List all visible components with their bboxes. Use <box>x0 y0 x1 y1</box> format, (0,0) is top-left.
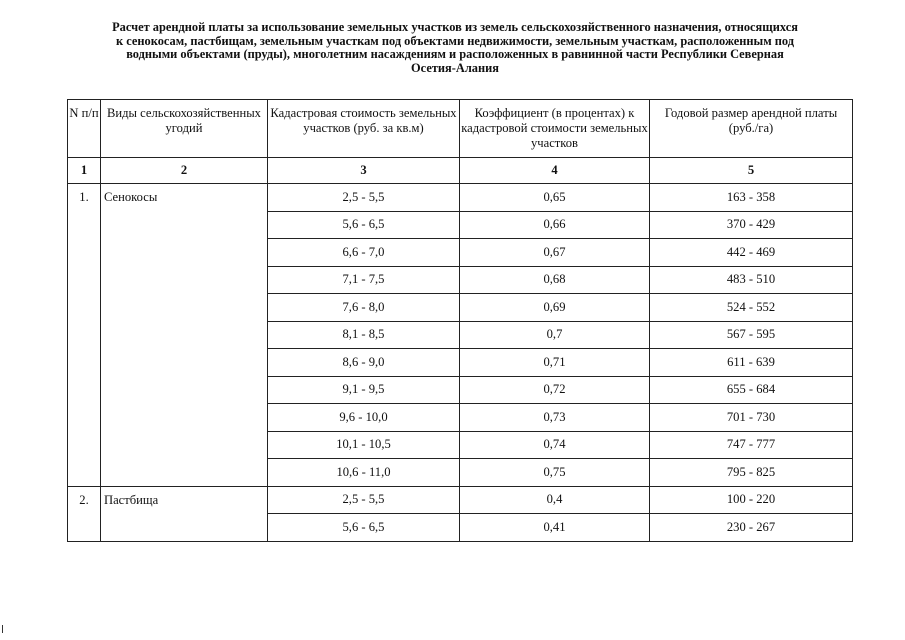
land-type: Сенокосы <box>101 184 268 487</box>
cadastral-cost-cell: 10,1 - 10,5 <box>268 431 460 459</box>
header-cadastral-cost: Кадастровая стоимость земельных участков (руб. за кв.м) <box>268 100 460 158</box>
coefficient-cell: 0,69 <box>460 294 650 322</box>
cadastral-cost-cell: 7,1 - 7,5 <box>268 266 460 294</box>
coefficient-cell: 0,74 <box>460 431 650 459</box>
document-title <box>60 21 850 75</box>
cadastral-cost-cell: 10,6 - 11,0 <box>268 459 460 487</box>
coefficient-cell: 0,65 <box>460 184 650 212</box>
coefficient-cell: 0,71 <box>460 349 650 377</box>
cadastral-cost-cell: 9,1 - 9,5 <box>268 376 460 404</box>
cadastral-cost-cell: 5,6 - 6,5 <box>268 211 460 239</box>
header-coefficient: Коэффициент (в процентах) к кадастровой стоимости земельных участков <box>460 100 650 158</box>
scan-margin-mark <box>2 625 3 633</box>
annual-rent-cell: 524 - 552 <box>650 294 853 322</box>
table-row <box>68 486 853 514</box>
title-line: к сенокосам, пастбищам, земельным участкам под объектами недвижимости, земельным участкам, расположенным под <box>116 33 794 48</box>
coefficient-cell: 0,66 <box>460 211 650 239</box>
coefficient-cell: 0,73 <box>460 404 650 432</box>
header-number: N п/п <box>68 100 101 158</box>
coefficient-cell: 0,68 <box>460 266 650 294</box>
header-row <box>68 100 853 158</box>
annual-rent-cell: 567 - 595 <box>650 321 853 349</box>
cadastral-cost-cell: 8,6 - 9,0 <box>268 349 460 377</box>
table-row <box>68 184 853 212</box>
annual-rent-cell: 655 - 684 <box>650 376 853 404</box>
column-number: 1 <box>68 158 101 184</box>
table-body <box>68 184 853 542</box>
land-type: Пастбища <box>101 486 268 541</box>
cadastral-cost-cell: 2,5 - 5,5 <box>268 486 460 514</box>
annual-rent-cell: 163 - 358 <box>650 184 853 212</box>
annual-rent-cell: 747 - 777 <box>650 431 853 459</box>
annual-rent-cell: 795 - 825 <box>650 459 853 487</box>
annual-rent-cell: 611 - 639 <box>650 349 853 377</box>
annual-rent-cell: 100 - 220 <box>650 486 853 514</box>
coefficient-cell: 0,41 <box>460 514 650 542</box>
cadastral-cost-cell: 9,6 - 10,0 <box>268 404 460 432</box>
cadastral-cost-cell: 7,6 - 8,0 <box>268 294 460 322</box>
coefficient-cell: 0,7 <box>460 321 650 349</box>
group-number: 2. <box>68 486 101 541</box>
column-number-row <box>68 158 853 184</box>
coefficient-cell: 0,72 <box>460 376 650 404</box>
title-line: Осетия-Алания <box>411 60 499 75</box>
column-number: 5 <box>650 158 853 184</box>
coefficient-cell: 0,75 <box>460 459 650 487</box>
column-number: 2 <box>101 158 268 184</box>
annual-rent-cell: 370 - 429 <box>650 211 853 239</box>
annual-rent-cell: 701 - 730 <box>650 404 853 432</box>
cadastral-cost-cell: 6,6 - 7,0 <box>268 239 460 267</box>
column-number: 3 <box>268 158 460 184</box>
title-line: водными объектами (пруды), многолетним насаждениям и расположенных в равнинной части Республики Северная <box>126 47 784 61</box>
cadastral-cost-cell: 8,1 - 8,5 <box>268 321 460 349</box>
group-number: 1. <box>68 184 101 487</box>
annual-rent-cell: 483 - 510 <box>650 266 853 294</box>
header-annual-rent: Годовой размер арендной платы (руб./га) <box>650 100 853 158</box>
cadastral-cost-cell: 5,6 - 6,5 <box>268 514 460 542</box>
annual-rent-cell: 442 - 469 <box>650 239 853 267</box>
annual-rent-cell: 230 - 267 <box>650 514 853 542</box>
coefficient-cell: 0,4 <box>460 486 650 514</box>
header-land-type: Виды сельскохозяйственных угодий <box>101 100 268 158</box>
column-number: 4 <box>460 158 650 184</box>
cadastral-cost-cell: 2,5 - 5,5 <box>268 184 460 212</box>
title-line: Расчет арендной платы за использование земельных участков из земель сельскохозяйственного назначения, относящихся <box>112 20 798 34</box>
rent-table <box>67 99 853 542</box>
coefficient-cell: 0,67 <box>460 239 650 267</box>
